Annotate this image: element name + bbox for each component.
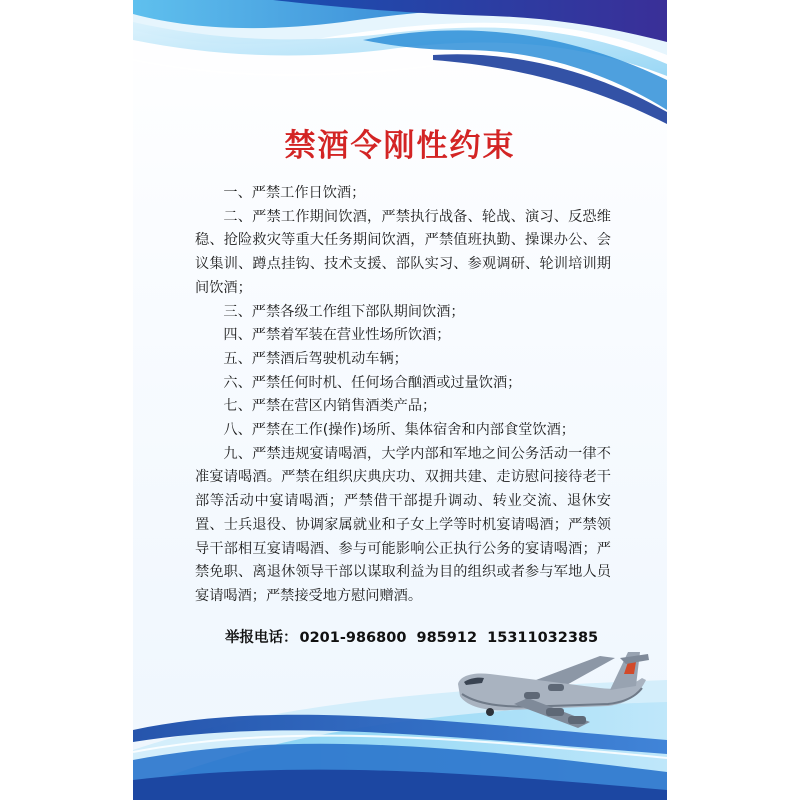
hotline-label: 举报电话：: [225, 630, 298, 646]
rule-item: 六、严禁任何时机、任何场合酗酒或过量饮酒；: [223, 374, 522, 391]
rules-list: [195, 182, 611, 609]
poster: [133, 0, 667, 800]
transport-aircraft-icon: [450, 648, 650, 738]
top-wave-decoration: [133, 0, 667, 140]
rule-item: 五、严禁酒后驾驶机动车辆；: [223, 350, 408, 367]
rule-item: 八、严禁在工作(操作)场所、集体宿舍和内部食堂饮酒；: [223, 422, 575, 439]
hotline-numbers: 0201-986800 985912 15311032385: [299, 630, 599, 646]
rule-item: 七、严禁在营区内销售酒类产品；: [223, 398, 437, 415]
rule-item: 三、严禁各级工作组下部队期间饮酒；: [223, 303, 465, 320]
rule-item: 四、严禁着军装在营业性场所饮酒；: [223, 327, 451, 344]
rule-item: 一、严禁工作日饮酒；: [223, 185, 366, 201]
rule-item: 二、严禁工作期间饮酒，严禁执行战备、轮战、演习、反恐维稳、抢险救灾等重大任务期间饮酒，严禁值班执勤、操课办公、会议集训、蹲点挂钩、技术支援、部队实习、参观调研、轮训培训期间饮酒；: [195, 208, 611, 296]
rule-item: 九、严禁违规宴请喝酒，大学内部和军地之间公务活动一律不准宴请喝酒。严禁在组织庆典庆功、双拥共建、走访慰问接待老干部等活动中宴请喝酒；严禁借干部提升调动、转业交流、退休安置、士兵退役、协调家属就业和子女上学等时机宴请喝酒；严禁领导干部相互宴请喝酒、参与可能影响公正执行公务的宴请喝酒；严禁免职、离退休领导干部以谋取利益为目的组织或者参与军地人员宴请喝酒；严禁接受地方慰问赠酒。: [195, 445, 611, 604]
page-title: 禁酒令刚性约束: [284, 128, 516, 164]
report-hotline: [225, 626, 598, 647]
